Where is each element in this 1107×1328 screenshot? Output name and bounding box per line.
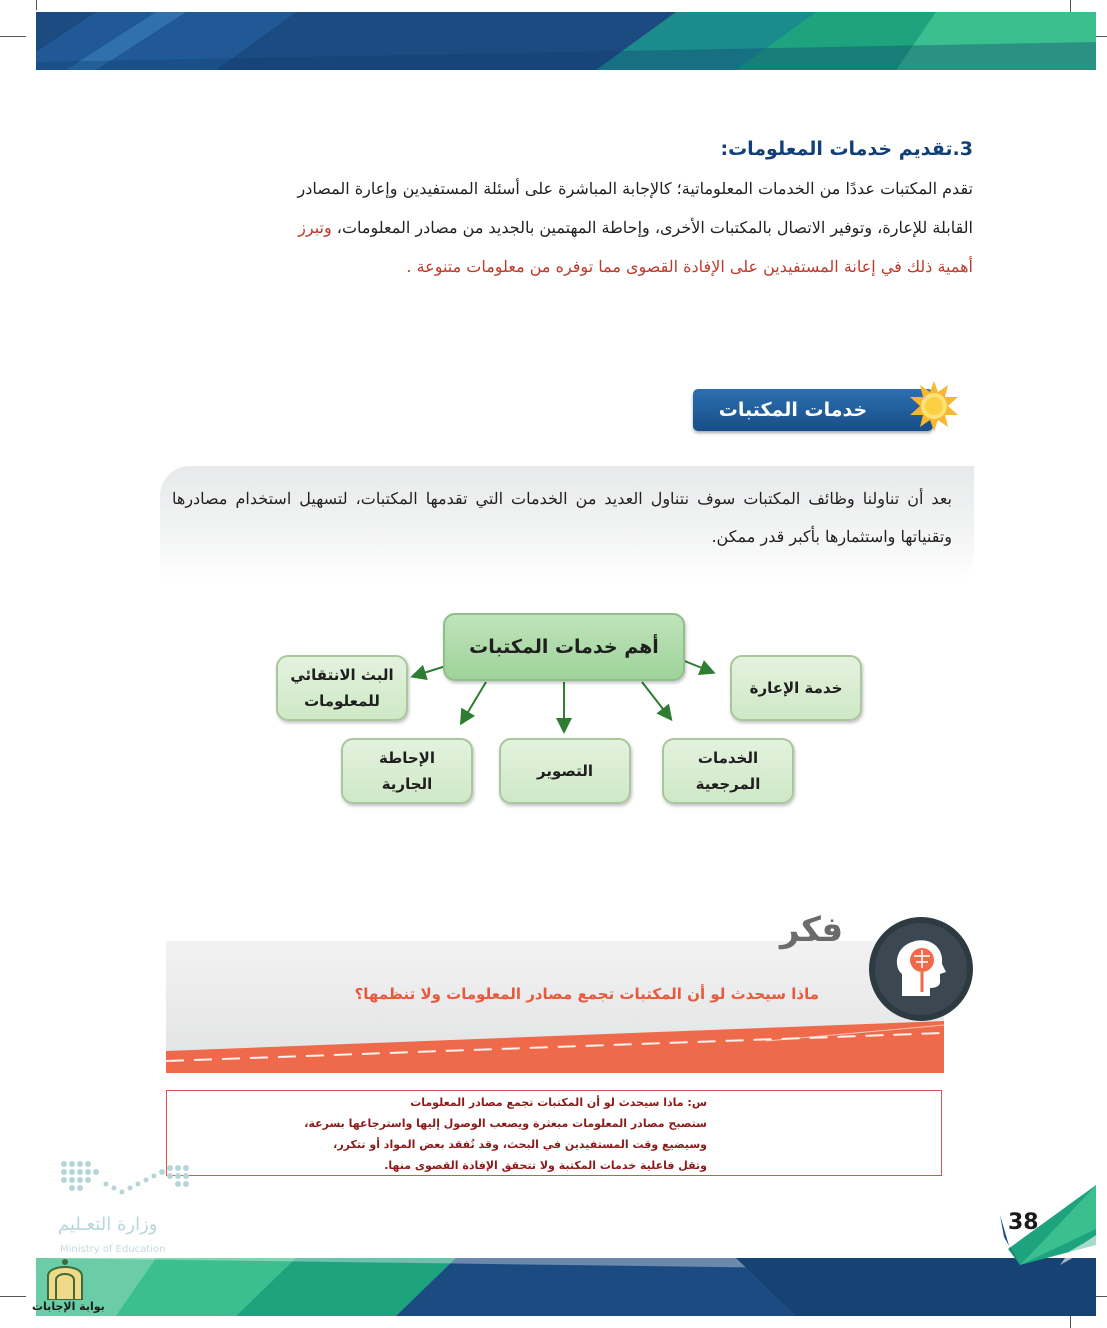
diagram-node-label: الجارية [381,775,433,793]
diagram-node-label: المرجعية [695,775,761,793]
portal-logo-icon [44,1256,86,1300]
diagram-node-label: البث الانتقائي [290,666,394,684]
diagram-node-label: خدمة الإعارة [749,679,843,697]
section-title: 3.تقديم خدمات المعلومات: [720,138,973,160]
diagram-node-awareness [341,738,473,804]
ministry-name-ar: وزارة التعـليم [58,1214,158,1235]
answer-line: س: ماذا سيحدث لو أن المكتبات تجمع مصادر المعلومات [410,1096,707,1109]
diagram-center-node [443,613,685,681]
think-box [166,941,944,1073]
diagram-node-sdi [276,655,408,721]
think-question: ماذا سيحدث لو أن المكتبات تجمع مصادر المعلومات ولا تنظمها؟ [354,985,819,1003]
highlight-line: أهمية ذلك في إعانة المستفيدين على الإفادة القصوى مما توفره من معلومات متنوعة . [406,257,973,276]
ministry-name-en: Ministry of Education [60,1244,166,1255]
diagram-node-label: التصوير [536,762,594,780]
thinking-head-icon [868,916,974,1022]
answer-line: ستصبح مصادر المعلومات مبعثرة ويصعب الوصول إليها واسترجاعها بسرعة، [304,1117,707,1130]
think-label: فكر [780,910,844,950]
ministry-logo [58,1158,198,1210]
diagram-node-label: الإحاطة [379,749,435,767]
portal-label: بوابة الإجابات [32,1300,105,1313]
paragraph-text: القابلة للإعارة، وتوفير الاتصال بالمكتبات الأخرى، وإحاطة المهتمين بالجديد من مصادر المعلومات، [331,218,973,237]
answer-line: وتقل فاعلية خدمات المكتبة ولا تتحقق الإفادة القصوى منها. [384,1159,707,1172]
highlight-text: وتبرز [298,218,332,237]
page-footer-band [36,1258,1096,1316]
diagram-node-copying [499,738,631,804]
paragraph-line: تقدم المكتبات عددًا من الخدمات المعلوماتية؛ كالإجابة المباشرة على أسئلة المستفيدين وإعارة المصادر [297,179,973,198]
diagram-node-lending [730,655,862,721]
diagram-center-label: أهم خدمات المكتبات [469,636,659,658]
section-heading-label: خدمات المكتبات [718,399,868,421]
page-number: 38 [1008,1210,1039,1235]
diagram-node-label: للمعلومات [304,692,380,710]
diagram-node-reference [662,738,794,804]
intro-text: بعد أن تناولنا وظائف المكتبات سوف نتناول العديد من الخدمات التي تقدمها المكتبات، لتسهيل استخدام مصادرها وتقنياتها واستثمارها بأكبر قدر ممكن. [172,489,952,546]
answer-line: وسيضيع وقت المستفيدين في البحث، وقد تُفقد بعض المواد أو تتكرر، [333,1138,707,1151]
diagram-node-label: الخدمات [697,749,759,767]
answer-text [304,1092,707,1176]
